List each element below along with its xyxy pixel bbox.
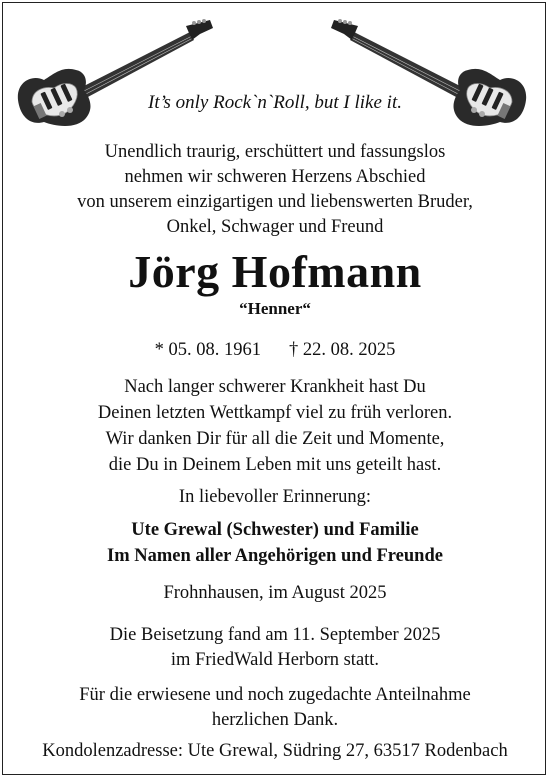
funeral-line: Die Beisetzung fand am 11. September 2025 [109, 625, 441, 645]
place-date: Frohnhausen, im August 2025 [163, 583, 387, 603]
intro-line: Onkel, Schwager und Freund [166, 217, 384, 237]
motto-quote: It’s only Rock`n`Roll, but I like it. [148, 92, 402, 113]
mourner-line: Im Namen aller Angehörigen und Freunde [107, 546, 443, 566]
thanks-line: Für die erwiesene und noch zugedachte Anteilnahme [79, 685, 471, 705]
message-line: Wir danken Dir für all die Zeit und Momente, [105, 429, 445, 449]
electric-guitar-icon-right [330, 18, 530, 133]
electric-guitar-icon-left [14, 18, 214, 133]
message-line: Deinen letzten Wettkampf viel zu früh verloren. [97, 403, 453, 423]
funeral-note [0, 623, 550, 673]
message-line: die Du in Deinem Leben mit uns geteilt hast. [108, 455, 442, 475]
message-line: Nach langer schwerer Krankheit hast Du [124, 377, 426, 397]
intro-line: von unserem einzigartigen und liebenswerten Bruder, [77, 192, 473, 212]
thanks-note [0, 683, 550, 733]
life-dates [0, 340, 550, 361]
mourner-line: Ute Grewal (Schwester) und Familie [131, 520, 419, 540]
memory-heading: In liebevoller Erinnerung: [178, 487, 372, 507]
mourners [0, 517, 550, 569]
funeral-line: im FriedWald Herborn statt. [170, 650, 380, 670]
birth-date: * 05. 08. 1961 [154, 340, 261, 360]
death-date: † 22. 08. 2025 [289, 340, 396, 360]
farewell-message [0, 374, 550, 478]
condolence-address: Kondolenzadresse: Ute Grewal, Südring 27, 63517 Rodenbach [42, 741, 508, 761]
intro-line: Unendlich traurig, erschüttert und fassungslos [104, 142, 446, 162]
deceased-name: Jörg Hofmann [128, 246, 422, 297]
intro-text [0, 140, 550, 240]
intro-line: nehmen wir schweren Herzens Abschied [124, 167, 426, 187]
nickname: “Henner“ [239, 299, 311, 318]
thanks-line: herzlichen Dank. [211, 710, 339, 730]
